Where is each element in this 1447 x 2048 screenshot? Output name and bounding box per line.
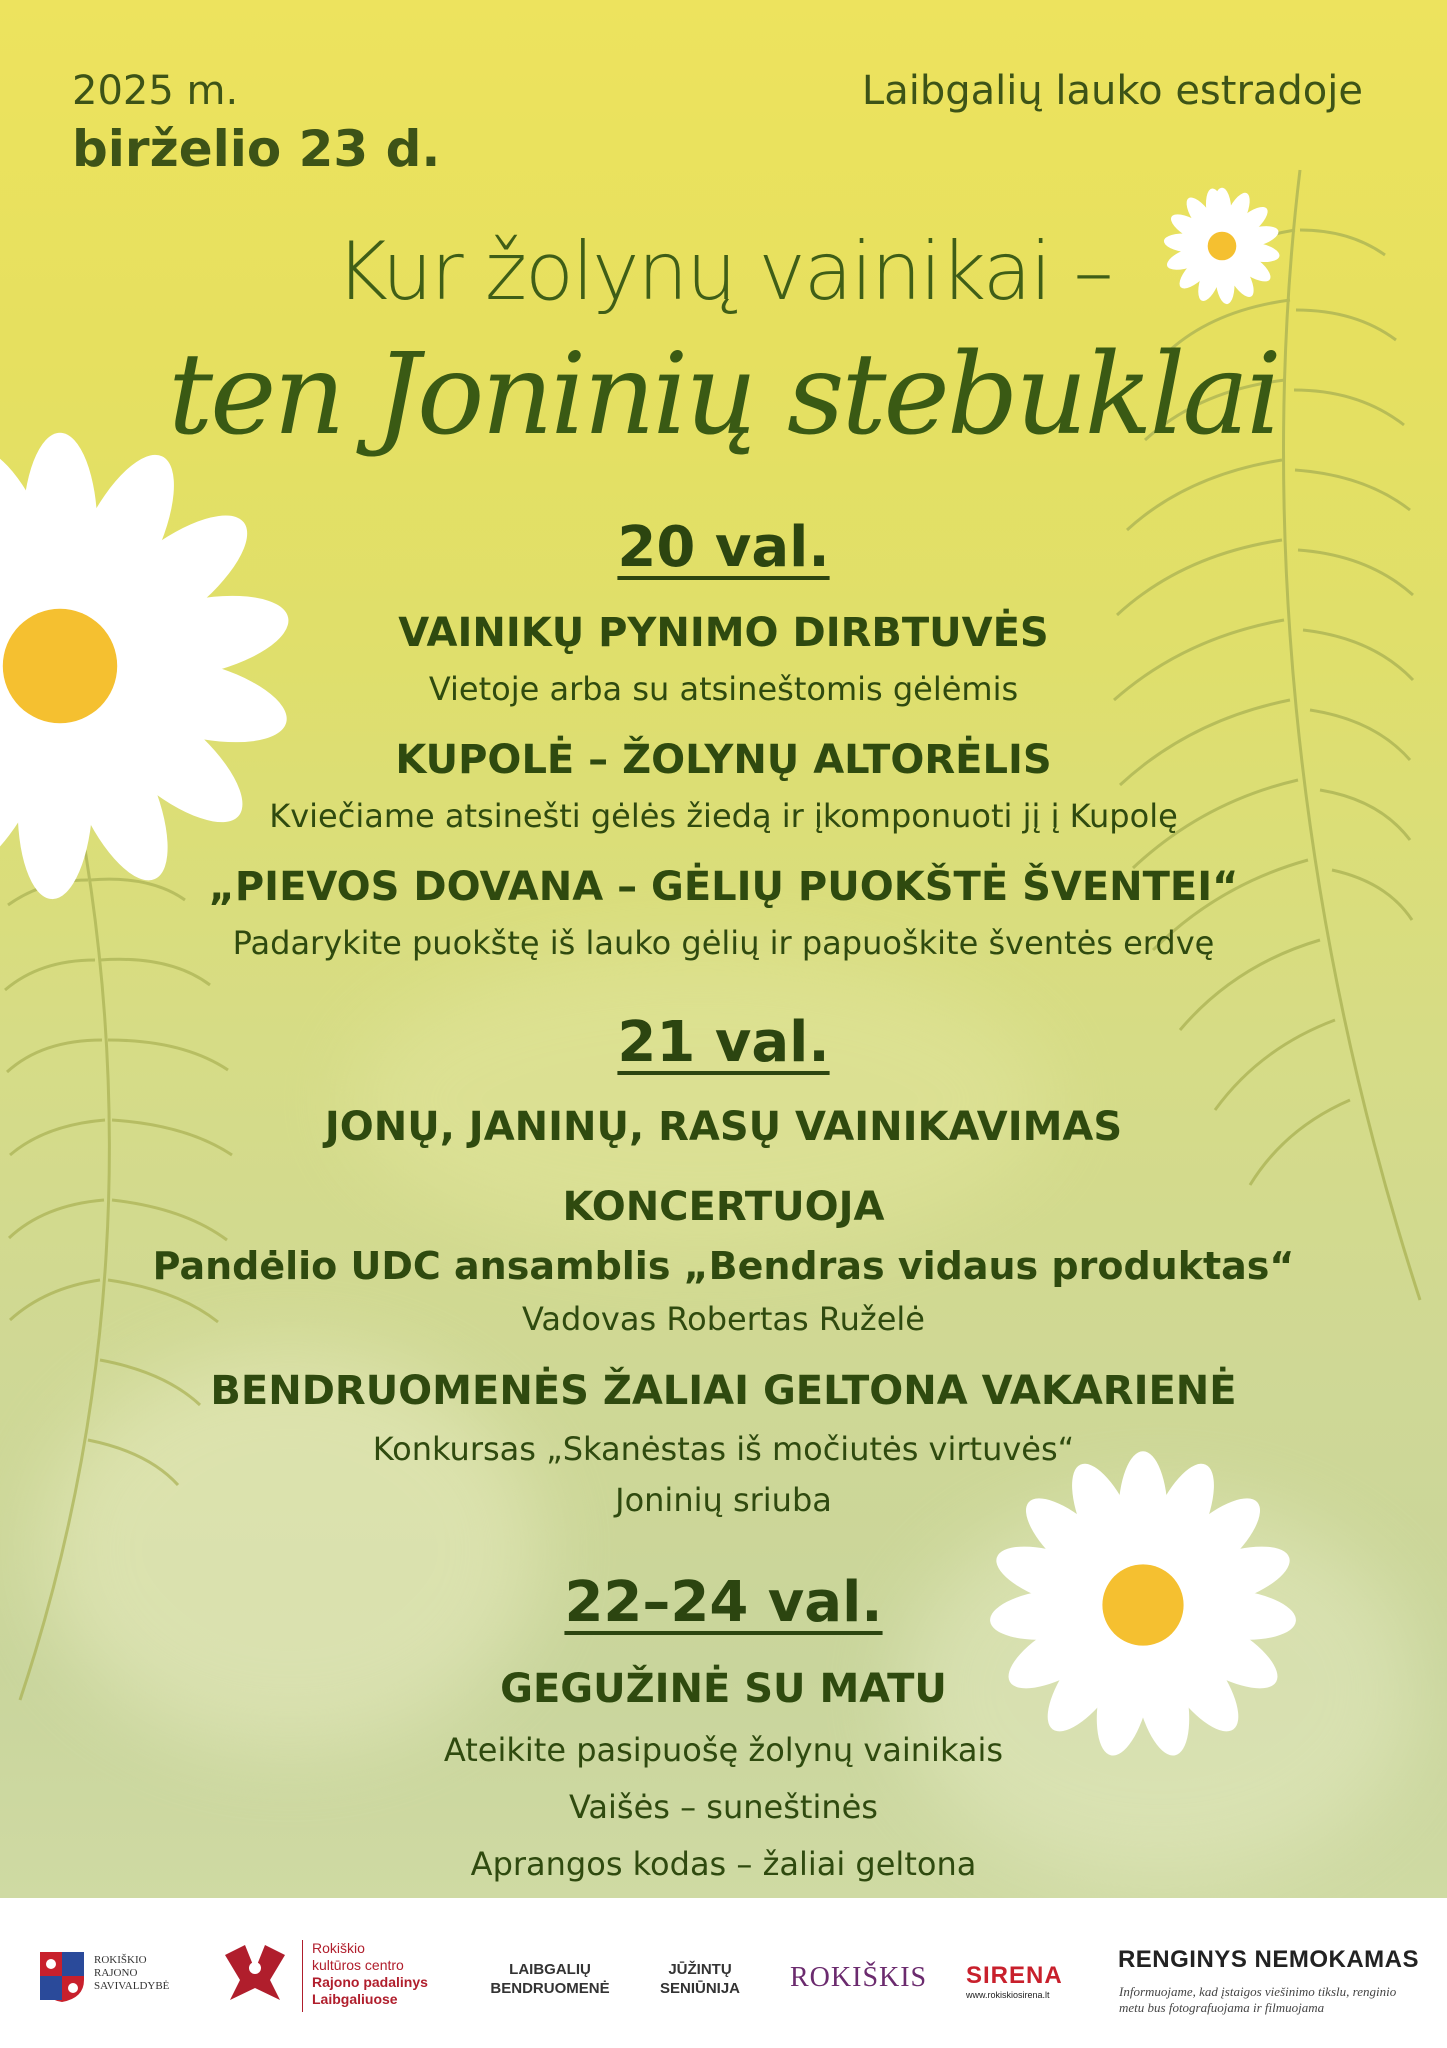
title-line-2: ten Joninių stebuklai [168,330,1279,460]
ensemble-leader: Vadovas Robertas Ruželė [522,1300,925,1338]
logo-text: SAVIVALDYBĖ [94,1980,170,1992]
activity-description: Padarykite puokštę iš lauko gėlių ir papuoškite šventės erdvę [232,924,1215,962]
free-event-notice: RENGINYS NEMOKAMAS [1117,1946,1419,1973]
logo-text: SIRENA [966,1962,1063,1989]
activity-description: Ateikite pasipuošę žolynų vainikais [443,1731,1004,1769]
time-slot-22-24: 22–24 val. [564,1570,883,1635]
logo-url: www.rokiskiosirena.lt [966,1990,1050,2000]
logo-text: Laibgaliuose [312,1991,398,2007]
photo-notice: Informuojame, kad įstaigos viešinimo tikslu, renginio metu bus fotografuojama ir filmuojama [1119,1984,1397,2015]
activity-description: Vaišės – suneštinės [569,1788,878,1826]
activity-description: Joninių sriuba [615,1481,832,1519]
community-logo [490,1960,610,1998]
logo-text: LAIBGALIŲ [509,1961,591,1978]
activity-heading: „PIEVOS DOVANA – GĖLIŲ PUOKŠTĖ ŠVENTEI“ [208,864,1239,910]
logo-text: RAJONO [94,1967,138,1979]
event-date: birželio 23 d. [72,120,441,178]
logo-text: SENIŪNIJA [659,1980,741,1997]
event-year: 2025 m. [72,68,239,114]
logo-text: Rajono padalinys [312,1974,428,1990]
activity-description: Kviečiame atsinešti gėlės žiedą ir įkomponuoti jį į Kupolę [269,797,1178,835]
rokiskis-newspaper-logo: ROKIŠKIS [790,1962,928,1993]
activity-heading: VAINIKŲ PYNIMO DIRBTUVĖS [398,610,1049,656]
culture-centre-emblem-icon [220,1940,290,2010]
logo-text: ROKIŠKIO [94,1954,147,1966]
activity-heading: KONCERTUOJA [562,1184,885,1230]
activity-description: Aprangos kodas – žaliai geltona [470,1845,977,1883]
logo-text: Rokiškio [312,1940,365,1956]
logo-text: kultūros centro [312,1957,404,1973]
activity-heading: GEGUŽINĖ SU MATU [500,1666,947,1712]
logo-text: JŪŽINTŲ [668,1961,732,1978]
event-venue: Laibgalių lauko estradoje [861,68,1363,114]
ensemble-name: Pandėlio UDC ansamblis „Bendras vidaus produktas“ [152,1244,1295,1288]
coat-of-arms-icon [38,1950,86,2004]
logo-text: BENDRUOMENĖ [490,1980,610,1997]
activity-heading: JONŲ, JANINŲ, RASŲ VAINIKAVIMAS [324,1104,1123,1150]
sirena-logo [966,1962,1063,2000]
footer-sponsors [0,1898,1447,2048]
time-slot-20: 20 val. [617,515,830,580]
activity-heading: BENDRUOMENĖS ŽALIAI GELTONA VAKARIENĖ [210,1368,1237,1414]
activity-description: Vietoje arba su atsineštomis gėlėmis [428,670,1019,708]
time-slot-21: 21 val. [617,1010,830,1075]
eldership-logo [650,1960,750,1998]
title-line-1: Kur žolynų vainikai – [335,225,1112,318]
activity-description: Konkursas „Skanėstas iš močiutės virtuvės“ [372,1430,1075,1468]
activity-heading: KUPOLĖ – ŽOLYNŲ ALTORĖLIS [395,737,1052,783]
